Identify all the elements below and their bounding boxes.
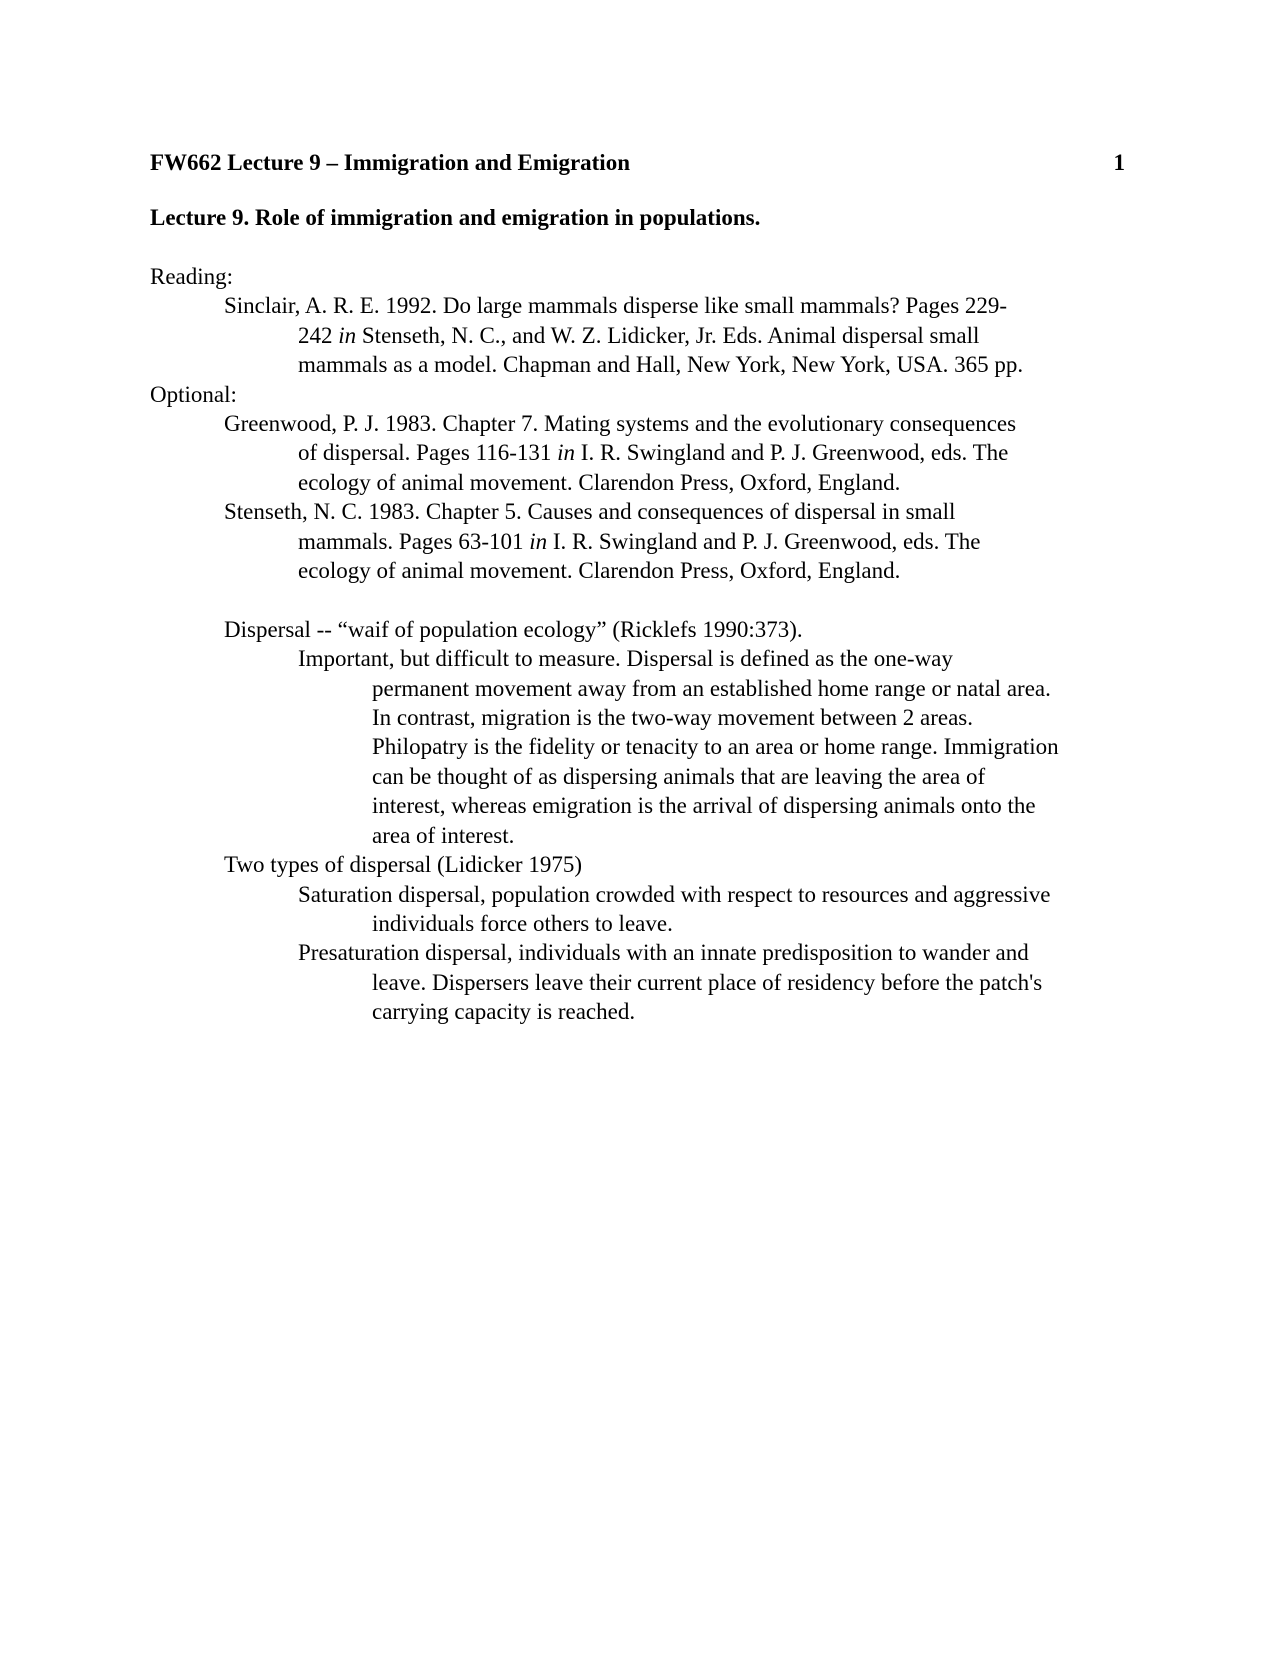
citation-line: Greenwood, P. J. 1983. Chapter 7. Mating systems and the evolutionary consequences: [224, 411, 1017, 437]
page-header: [150, 148, 1125, 178]
definition-line: Important, but difficult to measure. Dispersal is defined as the one-way: [298, 646, 953, 672]
citation-sinclair: [150, 291, 1130, 379]
saturation-dispersal: [150, 880, 1130, 939]
presaturation-line: Presaturation dispersal, individuals with an innate predisposition to wander and: [298, 940, 1029, 966]
citation-italic: in: [338, 322, 357, 348]
presaturation-dispersal: [150, 938, 1130, 1026]
definition-line: In contrast, migration is the two-way movement between 2 areas.: [372, 705, 974, 731]
citation-line: [150, 527, 1130, 556]
citation-line: [150, 438, 1130, 467]
definition-line: can be thought of as dispersing animals that are leaving the area of: [372, 763, 986, 789]
saturation-line: individuals force others to leave.: [372, 910, 673, 936]
saturation-line: Saturation dispersal, population crowded with respect to resources and aggressive: [298, 881, 1051, 907]
course-title: FW662 Lecture 9 – Immigration and Emigration: [150, 150, 630, 175]
citation-line: ecology of animal movement. Clarendon Press, Oxford, England.: [298, 558, 901, 584]
citation-text: I. R. Swingland and P. J. Greenwood, eds. The: [547, 528, 981, 554]
citation-line: ecology of animal movement. Clarendon Press, Oxford, England.: [298, 469, 901, 495]
citation-italic: in: [529, 528, 548, 554]
definition-line: Philopatry is the fidelity or tenacity to an area or home range. Immigration: [372, 734, 1059, 760]
presaturation-line: carrying capacity is reached.: [372, 999, 636, 1025]
citation-text: of dispersal. Pages 116-131: [298, 440, 558, 466]
citation-text: mammals. Pages 63-101: [298, 528, 530, 554]
citation-text: Stenseth, N. C., and W. Z. Lidicker, Jr. Eds. Animal dispersal small: [356, 322, 980, 348]
reading-label: Reading:: [150, 264, 234, 289]
citation-text: I. R. Swingland and P. J. Greenwood, eds. The: [575, 440, 1009, 466]
definition-line: permanent movement away from an established home range or natal area.: [372, 675, 1051, 701]
definition-line: area of interest.: [372, 822, 515, 848]
citation-text: 242: [298, 322, 339, 348]
citation-line: Stenseth, N. C. 1983. Chapter 5. Causes and consequences of dispersal in small: [224, 499, 956, 525]
citation-line: [150, 321, 1130, 350]
dispersal-types-heading: Two types of dispersal (Lidicker 1975): [224, 852, 582, 878]
lecture-title: Lecture 9. Role of immigration and emigration in populations.: [150, 205, 761, 230]
citation-line: Sinclair, A. R. E. 1992. Do large mammals disperse like small mammals? Pages 229-: [224, 293, 1008, 319]
citation-line: mammals as a model. Chapman and Hall, New York, New York, USA. 365 pp.: [298, 352, 1024, 378]
citation-greenwood: [150, 409, 1130, 497]
dispersal-heading: Dispersal -- “waif of population ecology” (Ricklefs 1990:373).: [224, 616, 803, 642]
optional-label: Optional:: [150, 381, 237, 407]
document-body: [150, 262, 1130, 1027]
page-number: 1: [1113, 150, 1125, 175]
citation-italic: in: [557, 440, 576, 466]
dispersal-definition: [150, 644, 1130, 850]
definition-line: interest, whereas emigration is the arrival of dispersing animals onto the: [372, 793, 1036, 819]
presaturation-line: leave. Dispersers leave their current place of residency before the patch's: [372, 969, 1043, 995]
citation-stenseth: [150, 497, 1130, 585]
paragraph-gap: [150, 585, 1130, 614]
